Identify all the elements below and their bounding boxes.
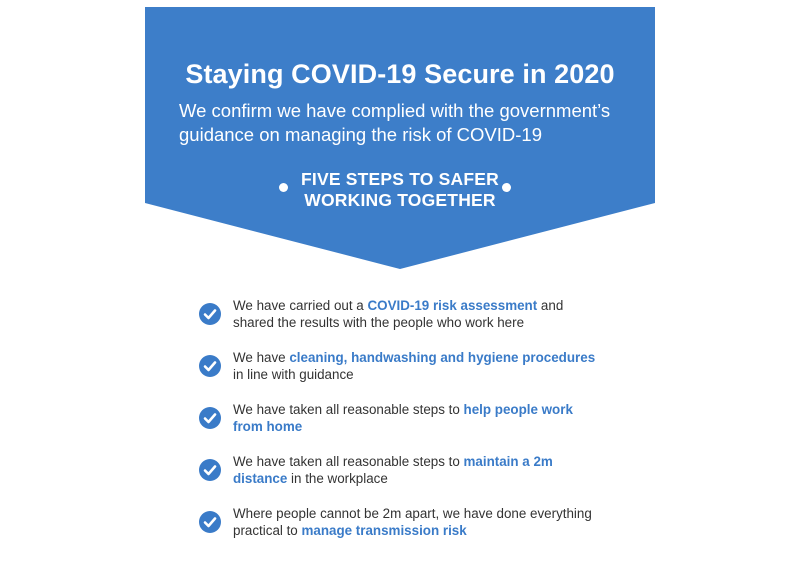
step-highlight: cleaning, handwashing and hygiene procedures [289,350,596,365]
header-banner [145,7,655,269]
check-circle-icon [199,303,221,325]
step-line: We have cleaning, handwashing and hygiene procedures [233,350,596,365]
step-line: We have taken all reasonable steps to help people work [233,402,573,417]
step-line: in line with guidance [233,366,354,382]
check-circle-icon [199,459,221,481]
step-text [233,298,613,331]
step-line: distance in the workplace [233,470,388,486]
step-line: Where people cannot be 2m apart, we have done everything [233,506,592,521]
step-line: We have taken all reasonable steps to maintain a 2m [233,454,553,469]
check-circle-icon [199,355,221,377]
step-line [233,419,613,436]
poster-title: Staying COVID-19 Secure in 2020 [185,59,615,89]
step-item [199,454,619,506]
step-text [233,454,613,487]
steps-list [199,298,619,558]
steps-heading [145,169,655,211]
step-highlight: COVID-19 risk assessment [367,298,538,313]
step-highlight: manage transmission risk [301,522,467,538]
step-text [233,402,613,435]
steps-heading-line: FIVE STEPS TO SAFER [301,169,499,189]
steps-heading-line: WORKING TOGETHER [304,190,496,210]
step-text [233,506,613,539]
poster-subtitle [179,99,629,147]
bullet-dot-right [502,183,511,192]
step-line: practical to manage transmission risk [233,522,467,538]
step-line: shared the results with the people who work here [233,314,525,330]
step-highlight: help people work [463,402,573,417]
step-highlight: from home [233,418,303,434]
step-item [199,506,619,558]
step-item [199,402,619,454]
step-highlight: maintain a 2m [463,454,553,469]
subtitle-line: We confirm we have complied with the government’s [179,100,611,121]
check-circle-icon [199,511,221,533]
step-highlight: distance [233,470,288,486]
step-text [233,350,613,383]
step-item [199,298,619,350]
step-item [199,350,619,402]
check-circle-icon [199,407,221,429]
subtitle-line: guidance on managing the risk of COVID-19 [179,124,543,145]
step-line: We have carried out a COVID-19 risk assessment and [233,298,564,313]
